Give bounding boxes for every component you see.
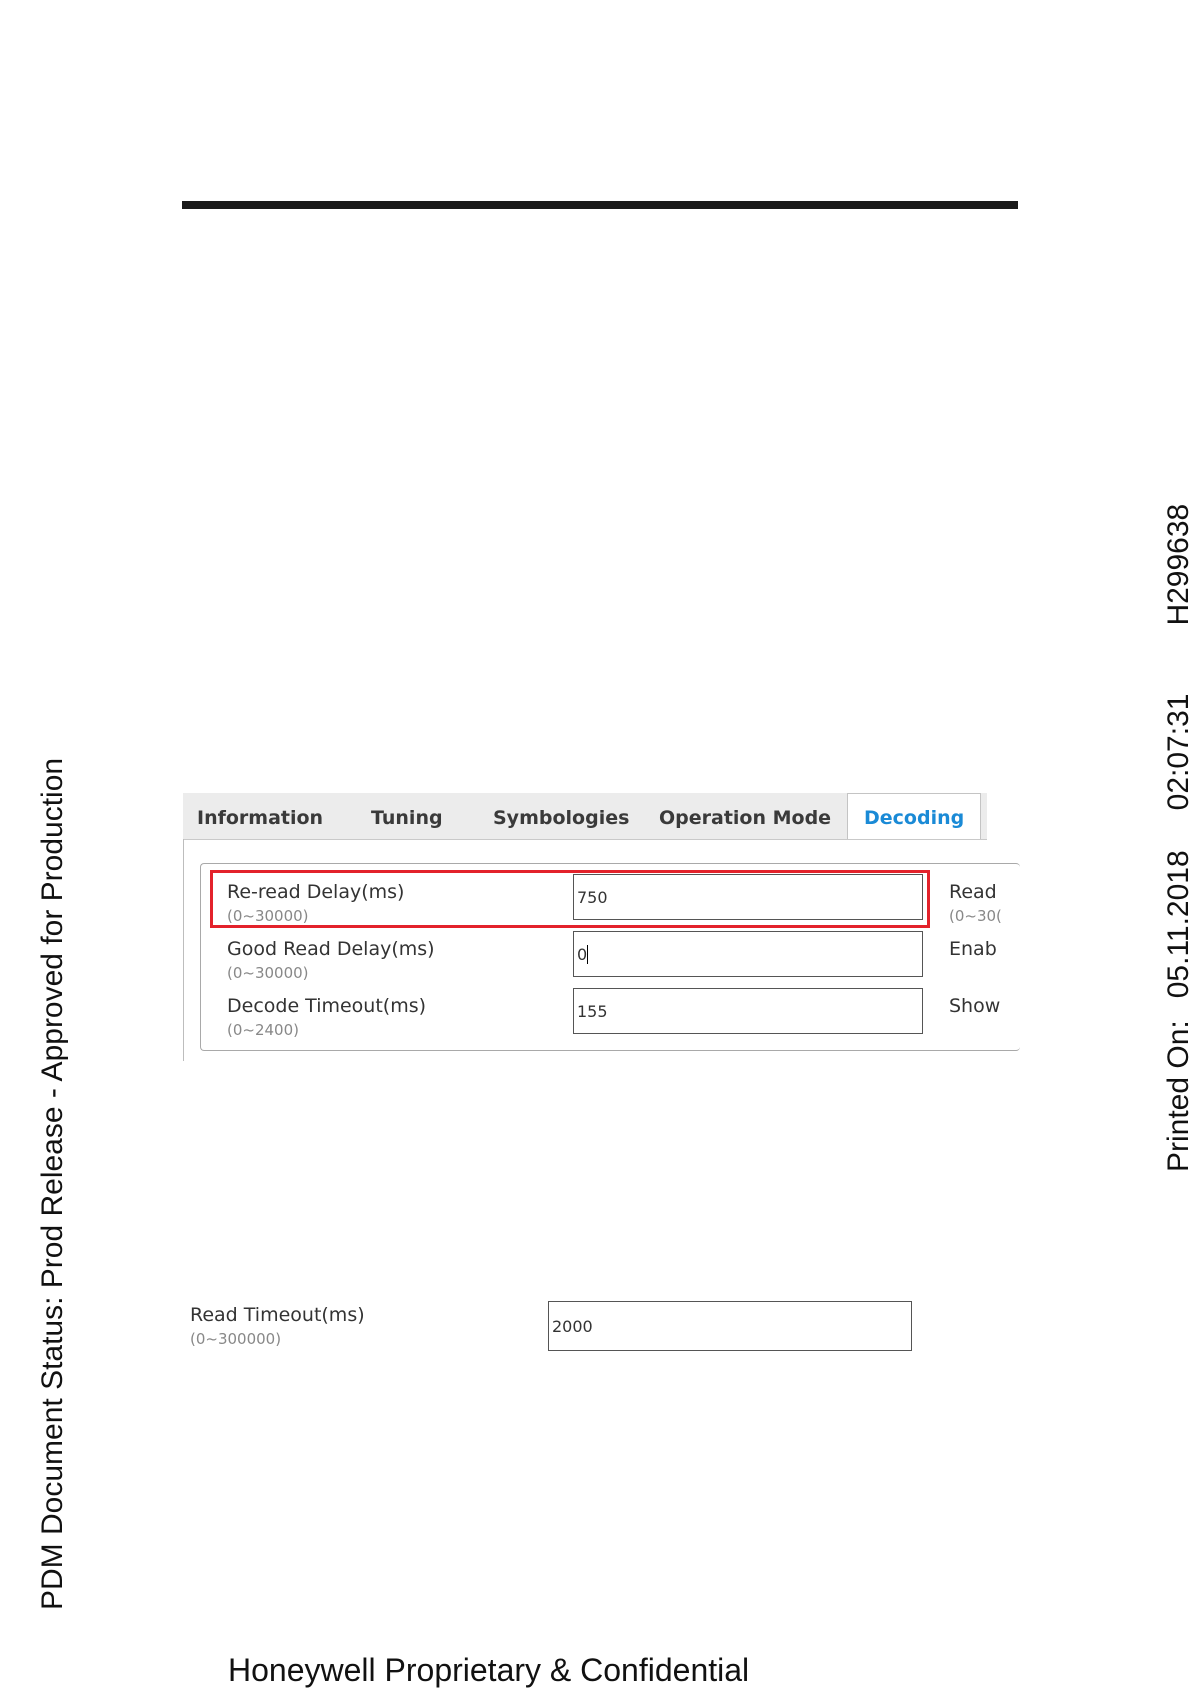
tab-operation-mode[interactable]: Operation Mode (659, 807, 832, 829)
right-col-enable-label: Enab (949, 938, 997, 960)
pdm-status-text: PDM Document Status: Prod Release - Approved for Production (36, 757, 69, 1610)
printed-date: 05.11.2018 (1162, 850, 1195, 999)
tab-symbologies[interactable]: Symbologies (493, 807, 630, 829)
good-read-delay-range: (0~30000) (227, 964, 309, 982)
reread-delay-range: (0~30000) (227, 907, 309, 925)
reread-delay-label: Re-read Delay(ms) (227, 881, 405, 903)
settings-screenshot (183, 793, 1002, 1061)
tab-information[interactable]: Information (197, 807, 324, 829)
read-timeout-label: Read Timeout(ms) (190, 1304, 365, 1326)
decode-timeout-range: (0~2400) (227, 1021, 299, 1039)
good-read-delay-label: Good Read Delay(ms) (227, 938, 435, 960)
right-col-read-range: (0~30( (949, 907, 1002, 925)
read-timeout-input[interactable]: 2000 (548, 1301, 912, 1351)
footer-confidential: Honeywell Proprietary & Confidential (228, 1652, 750, 1688)
text-caret (587, 945, 588, 964)
print-stamp (1162, 504, 1196, 1172)
decode-timeout-label: Decode Timeout(ms) (227, 995, 427, 1017)
header-rule (182, 201, 1018, 209)
document-id: H299638 (1162, 503, 1195, 626)
decode-timeout-input[interactable]: 155 (573, 988, 923, 1034)
reread-delay-input[interactable]: 750 (573, 874, 923, 920)
printed-on-label: Printed On: (1162, 1020, 1195, 1172)
tab-decoding[interactable]: Decoding (847, 793, 981, 839)
tab-tuning[interactable]: Tuning (371, 807, 443, 829)
printed-time: 02:07:31 (1162, 693, 1195, 811)
read-timeout-range: (0~300000) (190, 1330, 282, 1348)
right-col-read-label: Read (949, 881, 997, 903)
tab-bar (183, 793, 987, 840)
panel-border (183, 839, 184, 1061)
right-col-show-label: Show (949, 995, 1001, 1017)
good-read-delay-value: 0 (577, 945, 588, 964)
good-read-delay-input[interactable] (573, 931, 923, 977)
